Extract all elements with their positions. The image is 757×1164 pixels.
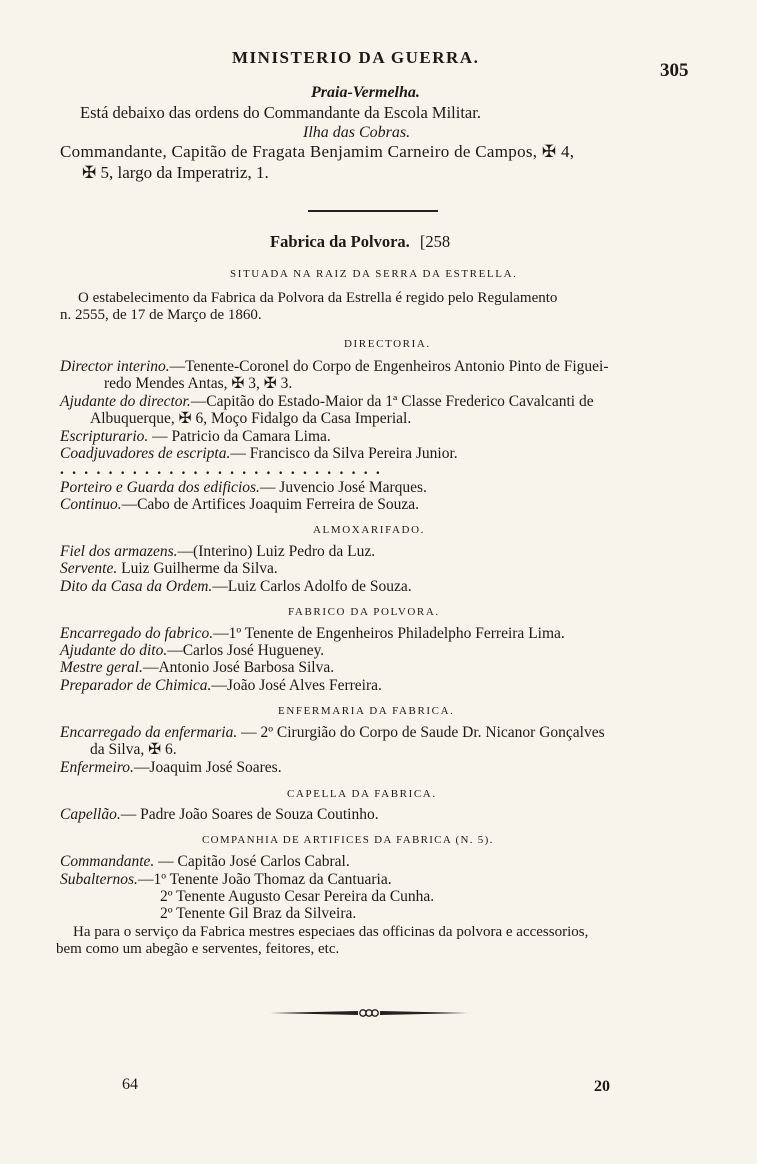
- fabrica-ref: [258: [419, 232, 451, 251]
- fabrico-heading: FABRICO DA POLVORA.: [288, 606, 440, 618]
- fabrico-enc-role: Encarregado do fabrico.: [60, 625, 214, 642]
- dito-entry: [60, 578, 412, 596]
- subalternos-text-2: 2º Tenente Augusto Cesar Pereira da Cunha.: [160, 888, 435, 905]
- capella-heading: CAPELLA DA FABRICA.: [287, 788, 437, 800]
- ajudante-role: Ajudante do director.: [60, 393, 191, 410]
- page-header-title: MINISTERIO DA GUERRA.: [232, 48, 480, 67]
- director-entry-cont: redo Mendes Antas, ✠ 3, ✠ 3.: [104, 375, 293, 392]
- enfermaria-enc-cont: da Silva, ✠ 6.: [90, 741, 177, 758]
- fabrica-title: [270, 232, 450, 252]
- enfermeiro-text: —Joaquim José Soares.: [133, 759, 282, 776]
- ajudante-entry: [60, 393, 594, 411]
- escripturario-text: — Patricio da Camara Lima.: [148, 428, 331, 445]
- directoria-heading: DIRECTORIA.: [344, 338, 431, 350]
- fabrico-aj-text: —Carlos José Hugueney.: [167, 642, 325, 659]
- companhia-note-1: Ha para o serviço da Fabrica mestres especiaes das officinas da polvora e accessorios,: [73, 924, 589, 940]
- commandante-text: — Capitão José Carlos Cabral.: [154, 853, 350, 870]
- porteiro-entry: [60, 479, 427, 497]
- enfermaria-enc-entry: [60, 724, 605, 742]
- dito-text: —Luiz Carlos Adolfo de Souza.: [212, 578, 412, 595]
- section-heading-praia: Praia-Vermelha.: [311, 84, 420, 101]
- subalternos-text-1: —1º Tenente João Thomaz da Cantuaria.: [137, 871, 392, 888]
- capellao-entry: [60, 806, 379, 824]
- dotted-separator: . . . . . . . . . . . . . . . . . . . . . . . . . . .: [60, 461, 382, 478]
- coadjuvadores-role: Coadjuvadores de escripta.: [60, 445, 231, 462]
- ornamental-divider: [268, 1006, 470, 1020]
- commandante-role: Commandante.: [60, 853, 155, 870]
- fabrica-title-text: Fabrica da Polvora.: [270, 232, 410, 251]
- director-entry: [60, 358, 609, 376]
- fabrico-enc-text: —1º Tenente de Engenheiros Philadelpho Ferreira Lima.: [213, 625, 565, 642]
- fabrico-aj-role: Ajudante do dito.: [60, 642, 168, 659]
- fabrico-mestre-text: —Antonio José Barbosa Silva.: [142, 659, 335, 676]
- ajudante-entry-cont: Albuquerque, ✠ 6, Moço Fidalgo da Casa Imperial.: [90, 410, 412, 427]
- ilha-line-1: Commandante, Capitão de Fragata Benjamim Carneiro de Campos, ✠ 4,: [60, 142, 575, 161]
- ajudante-text: —Capitão do Estado-Maior da 1ª Classe Frederico Cavalcanti de: [190, 393, 594, 410]
- fabrica-intro-2: n. 2555, de 17 de Março de 1860.: [60, 307, 262, 323]
- section-divider: [308, 210, 438, 212]
- page-number: 305: [660, 60, 689, 81]
- enfermeiro-role: Enfermeiro.: [60, 759, 134, 776]
- fabrico-mestre-entry: [60, 659, 334, 677]
- escripturario-role: Escripturario.: [60, 428, 149, 445]
- enfermaria-heading: ENFERMARIA DA FABRICA.: [278, 705, 455, 717]
- director-role: Director interino.: [60, 358, 170, 375]
- servente-text: Luiz Guilherme da Silva.: [117, 560, 278, 577]
- servente-entry: [60, 560, 278, 578]
- escripturario-entry: [60, 428, 331, 446]
- porteiro-role: Porteiro e Guarda dos edificios.: [60, 479, 260, 496]
- companhia-heading: COMPANHIA DE ARTIFICES DA FABRICA (N. 5).: [202, 834, 494, 846]
- director-text: —Tenente-Coronel do Corpo de Engenheiros Antonio Pinto de Figuei-: [169, 358, 609, 375]
- coadjuvadores-text: — Francisco da Silva Pereira Junior.: [230, 445, 458, 462]
- fiel-role: Fiel dos armazens.: [60, 543, 178, 560]
- continuo-entry: [60, 496, 419, 514]
- praia-text: Está debaixo das ordens do Commandante da Escola Militar.: [80, 103, 481, 122]
- fabrico-enc-entry: [60, 625, 565, 643]
- section-heading-ilha: Ilha das Cobras.: [303, 124, 411, 141]
- fabrico-prep-entry: [60, 677, 382, 695]
- fabrico-prep-text: —João José Alves Ferreira.: [211, 677, 382, 694]
- fabrico-mestre-role: Mestre geral.: [60, 659, 143, 676]
- servente-role: Servente.: [60, 560, 118, 577]
- subalternos-entry: [60, 871, 392, 889]
- porteiro-text: — Juvencio José Marques.: [259, 479, 427, 496]
- fiel-entry: [60, 543, 375, 561]
- fabrica-location: SITUADA NA RAIZ DA SERRA DA ESTRELLA.: [230, 268, 518, 280]
- footer-signature: 64: [122, 1076, 138, 1093]
- fabrico-aj-entry: [60, 642, 324, 660]
- subalternos-role: Subalternos.: [60, 871, 138, 888]
- dito-role: Dito da Casa da Ordem.: [60, 578, 213, 595]
- almoxarifado-heading: ALMOXARIFADO.: [313, 524, 425, 536]
- companhia-note-2: bem como um abegão e serventes, feitores, etc.: [56, 941, 340, 957]
- commandante-entry: [60, 853, 350, 871]
- continuo-role: Continuo.: [60, 496, 122, 513]
- enfermeiro-entry: [60, 759, 282, 777]
- enfermaria-enc-text: — 2º Cirurgião do Corpo de Saude Dr. Nicanor Gonçalves: [237, 724, 605, 741]
- fabrica-intro-1: O estabelecimento da Fabrica da Polvora da Estrella é regido pelo Regulamento: [78, 290, 558, 306]
- fabrico-prep-role: Preparador de Chimica.: [60, 677, 212, 694]
- enfermaria-enc-role: Encarregado da enfermaria.: [60, 724, 238, 741]
- subalternos-text-3: 2º Tenente Gil Braz da Silveira.: [160, 905, 357, 922]
- capellao-text: — Padre João Soares de Souza Coutinho.: [120, 806, 379, 823]
- ilha-line-2: ✠ 5, largo da Imperatriz, 1.: [82, 163, 269, 182]
- continuo-text: —Cabo de Artifices Joaquim Ferreira de Souza.: [121, 496, 420, 513]
- fiel-text: —(Interino) Luiz Pedro da Luz.: [177, 543, 376, 560]
- footer-sheet-number: 20: [594, 1078, 610, 1095]
- capellao-role: Capellão.: [60, 806, 121, 823]
